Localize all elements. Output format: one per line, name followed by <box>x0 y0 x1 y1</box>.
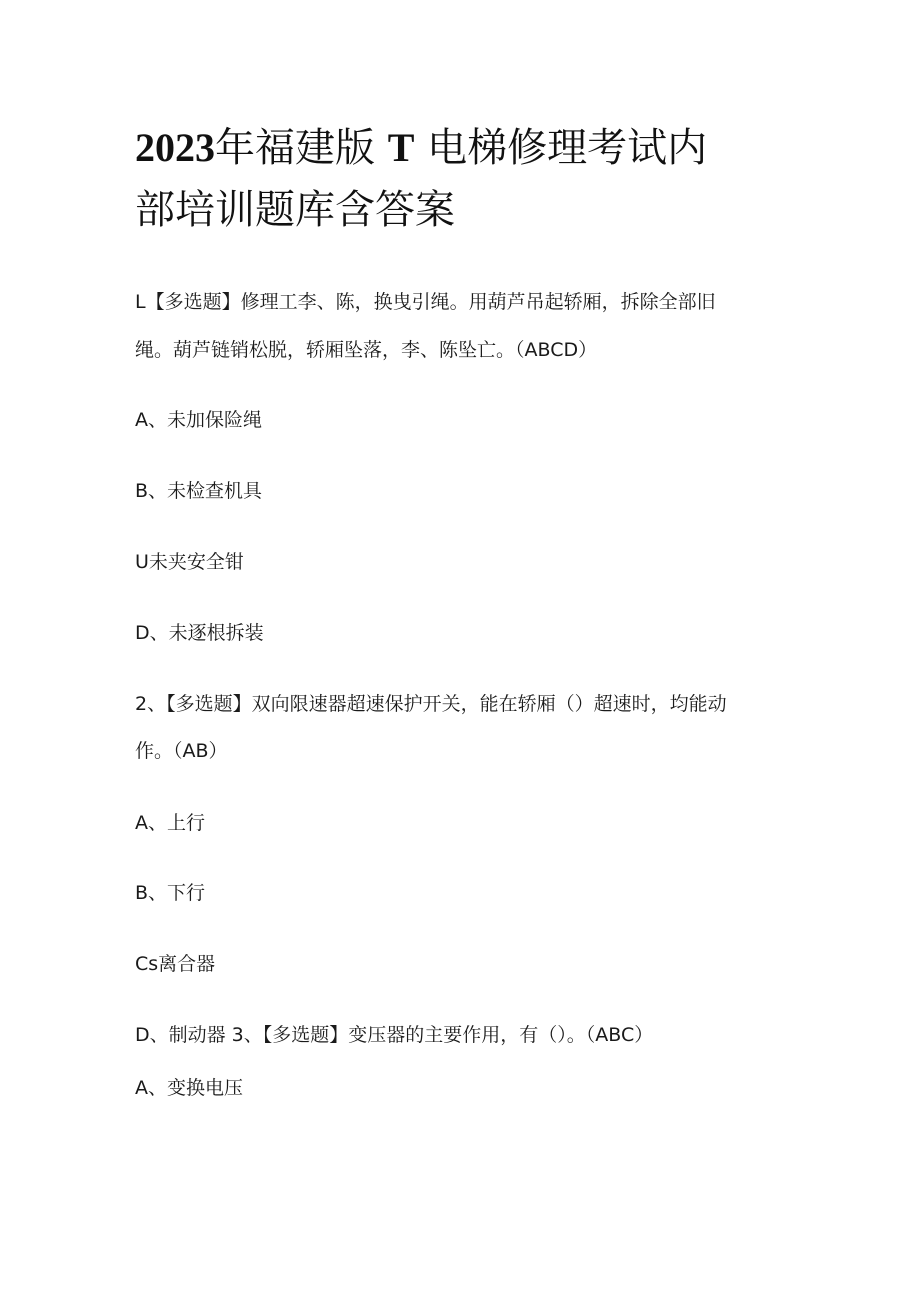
question-2-option-d: D、制动器 3、【多选题】变压器的主要作用，有（）。（ABC） <box>135 1024 654 1046</box>
question-1-stem-line-2: 绳。葫芦链销松脱，轿厢坠落，李、陈坠亡。（ABCD） <box>135 339 598 361</box>
question-2-option-a: A、上行 <box>135 812 205 834</box>
question-1-option-d: D、未逐根拆装 <box>135 622 264 644</box>
question-2-option-b: B、下行 <box>135 882 206 904</box>
title-text-a: 年福建版 <box>215 125 375 171</box>
question-2-stem-line-1: 2、【多选题】双向限速器超速保护开关，能在轿厢（）超速时，均能动 <box>135 693 727 715</box>
question-1-option-b: B、未检查机具 <box>135 480 263 502</box>
document-title-line-2: 部培训题库含答案 <box>135 187 455 233</box>
question-3-option-a: A、变换电压 <box>135 1077 243 1099</box>
document-title-line-1 <box>135 124 795 172</box>
title-letter: T <box>387 125 415 170</box>
title-text-b: 电梯修理考试内 <box>427 125 708 171</box>
title-year: 2023 <box>135 125 215 170</box>
question-2-stem-line-2: 作。（AB） <box>135 740 228 762</box>
question-1-stem-line-1: L【多选题】修理工李、陈，换曳引绳。用葫芦吊起轿厢，拆除全部旧 <box>135 291 716 313</box>
question-2-option-c: Cs离合器 <box>135 953 216 975</box>
question-1-option-c: U未夹安全钳 <box>135 551 244 573</box>
question-1-option-a: A、未加保险绳 <box>135 409 262 431</box>
